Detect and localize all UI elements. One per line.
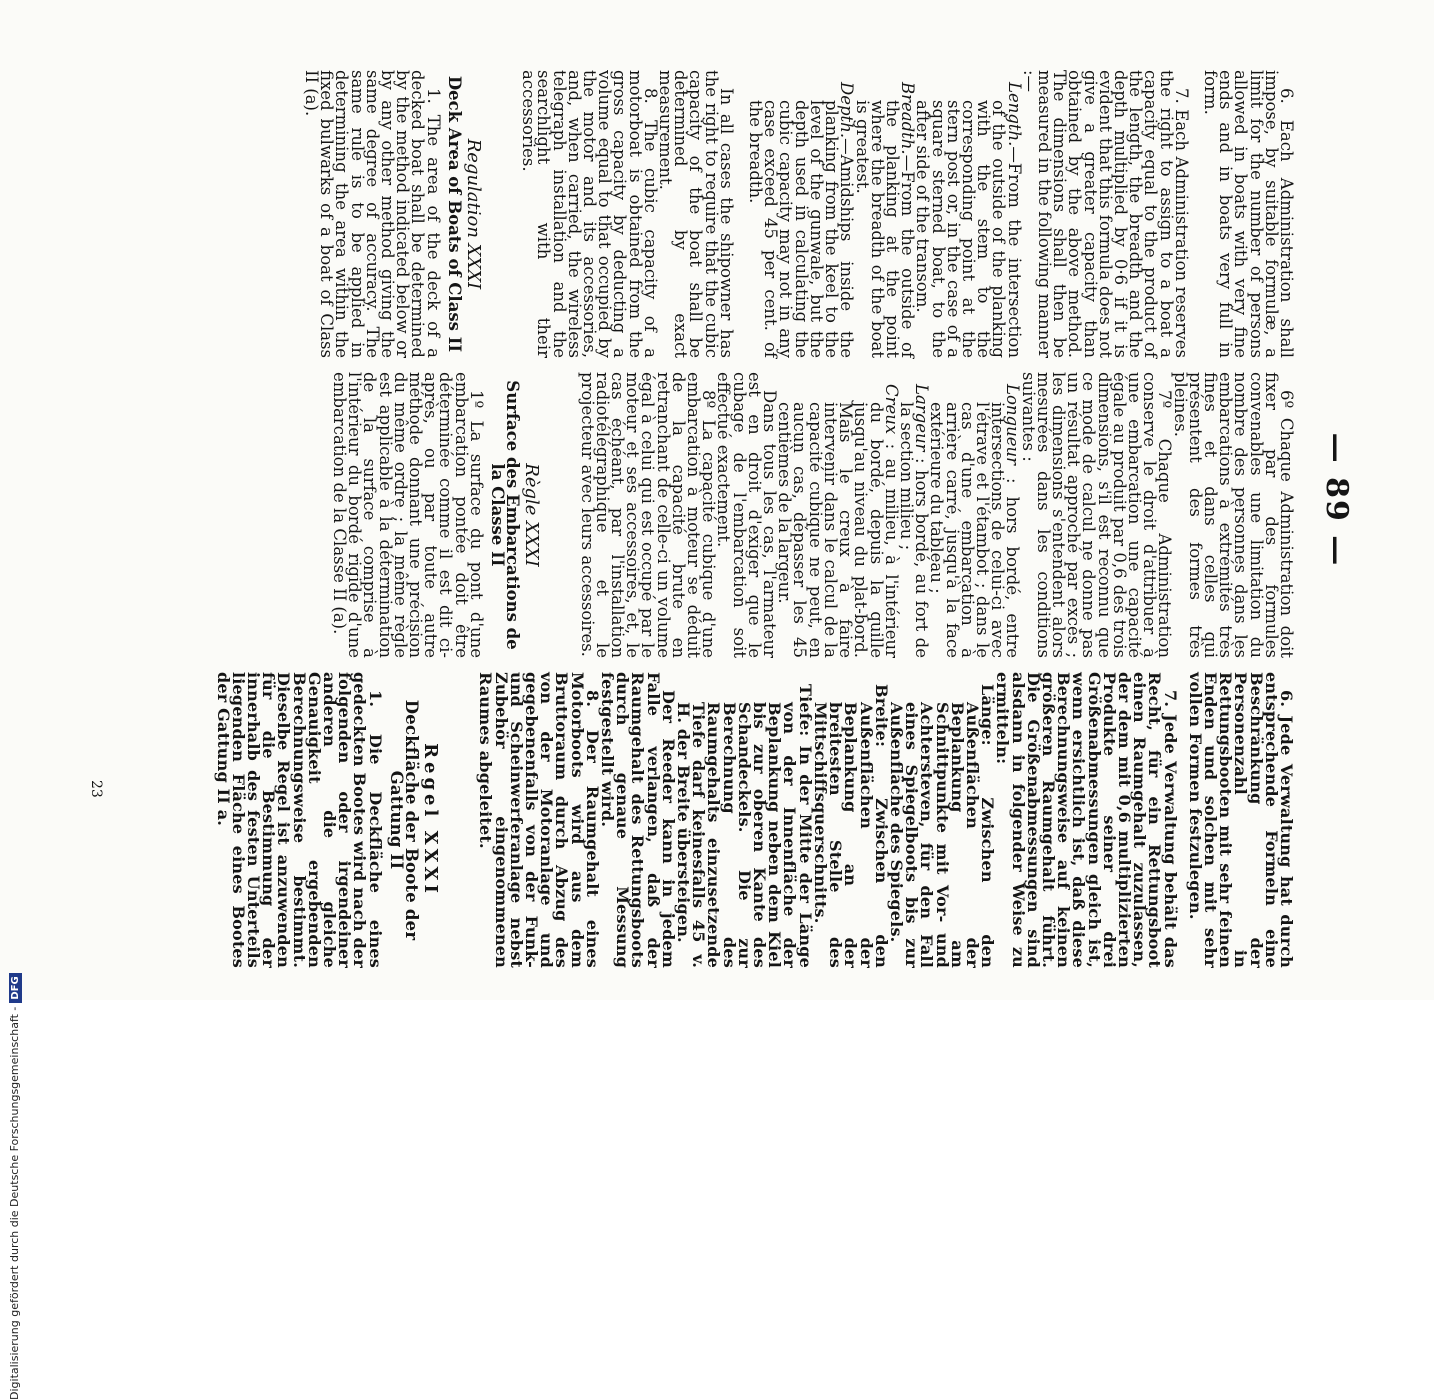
de-all-cases-paragraph: Der Reeder kann in jedem Falle verlangen, daß der Raumgehalt des Rettungsboots durch genaue Messung festgestellt wird.	[598, 672, 678, 968]
en-regulation-paragraph-1: 1. The area of the deck of a decked boat shall be determined by the method indicated below or by any other method giving the same degree of accuracy. The same rule is to be applied in determining the area within the fixed bulwarks of a boat of Class II (a).	[302, 70, 443, 358]
de-paragraph-7: 7. Jede Verwaltung behält das Recht, für ein Rettungsboot einen Raumgehalt zuzulassen, der dem mit 0,6 multiplizierten Produkte seiner drei Größenabmessungen gleich ist, wenn ersichtlich ist, daß diese Berechnungsweise auf keinen größeren Raumgehalt führt. Die Größenabmessungen sind alsdann in folgender Weise zu ermitteln:	[993, 672, 1180, 968]
de-regulation-subtitle: Deckfläche der Boote der Gattung II	[386, 699, 422, 941]
dfg-logo-icon: DFG	[9, 973, 22, 1002]
german-column	[215, 672, 1294, 968]
en-length-text: —From the intersection of the outside of the planking with the stem to the corresponding point at the stern post or, in the case of a square sterned boat, to the after side of the transom.	[913, 100, 1024, 358]
de-laenge-label: Länge:	[978, 684, 998, 746]
de-breite-text: Zwischen den Außenflächen der Beplankung an der breitesten Stelle des Mittschiffsquerschnitts.	[810, 702, 891, 968]
fr-creux-text: : au milieu, à l'intérieur du bordé, depuis la quille jusqu'au niveau du plat-bord. Mais le creux à faire intervenir dans le calcul de la capacité cubique ne peut, en aucun cas, dépasser les 45 centièmes de la largeur.	[775, 402, 901, 658]
en-regulation-subtitle: Deck Area of Boats of Class II	[444, 75, 464, 353]
en-length-definition	[913, 70, 1024, 358]
fr-regulation-subtitle: Surface des Embarcations de la Classe II	[488, 380, 523, 650]
en-depth-text: —Amidships inside the planking from the keel to the level of the gunwale, but the depth used in calculating the cubic capacity may not in any case exceed 45 per cent. of the breadth.	[746, 100, 857, 358]
french-column	[332, 372, 1294, 658]
en-length-label: Length.	[1004, 82, 1024, 147]
de-tiefe-definition	[676, 672, 813, 968]
de-laenge-text: Zwischen den Außenflächen der Beplankung am Schnittpunkte mit Vor- und Achtersteven, für den Fall eines Spiegelboots bis zur Außenfläche des Spiegels.	[886, 702, 998, 968]
de-paragraph-8: 8. Der Raumgehalt eines Motorboots wird aus dem Bruttoraum durch Abzug des von der Motoranlage und gegebenenfalls von der Funk- und Scheinwerferanlage nebst Zubehör eingenommenen Raumes abgeleitet.	[476, 672, 602, 968]
fr-creux-label: Creux	[881, 384, 901, 435]
de-paragraph-6: 6. Jede Verwaltung hat durch entsprechende Formeln eine Beschränkung der Personenzahl in Rettungsbooten mit sehr feinen Enden und solchen mit sehr vollen Formen festzulegen.	[1185, 672, 1296, 968]
credit-label: Digitalisierung gefördert durch die Deutsche Forschungsgemeinschaft -	[8, 1006, 21, 1400]
fr-creux-definition	[777, 372, 899, 658]
fr-regulation-title: Règle XXXI	[521, 463, 543, 567]
en-breadth-label: Breadth.	[898, 82, 918, 155]
en-all-cases-paragraph: In all cases the shipowner has the right to require that the cubic capacity of the boat shall be determined by exact measurement.	[656, 70, 736, 358]
en-regulation-title: Regulation XXXI	[463, 138, 485, 290]
en-paragraph-8: 8. The cubic capacity of a motorboat is obtained from the gross capacity by deducting a volume equal to that occupied by the motor and its accessories, and, when carried, the wireless telegraph installation and the searchlight with their accessories.	[519, 70, 660, 358]
en-depth-label: Depth.	[837, 82, 857, 139]
fr-longueur-definition	[927, 372, 1023, 658]
fr-all-cases-paragraph: Dans tous les cas, l'armateur est en droit d'exiger que le cubage de l'embarcation soit effectué exactement.	[714, 372, 780, 658]
en-paragraph-6: 6. Each Administration shall impose, by suitable formulæ, a limit for the number of persons allowed in boats with very fine ends and in boats very full in form.	[1200, 70, 1296, 358]
de-laenge-definition	[886, 672, 998, 968]
en-breadth-text: —From the outside of the planking at the point where the breadth of the boat is greatest.	[852, 100, 918, 358]
fr-regulation-paragraph-1: 1º La surface du pont d'une embarcation pontée doit être déterminée comme il est dit ci-après, ou par toute autre méthode donnant une précision du même ordre ; la même règle est applicable à la détermination de la surface comprise à l'intérieur du bordé rigide d'une embarcation de la Classe II (a).	[330, 372, 486, 658]
de-breite-label: Breite:	[871, 684, 891, 748]
fr-paragraph-8: 8º La capacité cubique d'une embarcation à moteur se déduit de la capacité brute en retranchant de celle-ci un volume égal à celui qui est occupé par le moteur et ses accessoires, et, le cas échéant, par l'installation radiotélégraphique et le projecteur avec leurs accessoires.	[577, 372, 719, 658]
fr-longueur-text: : hors bordé, entre intersections de celui-ci avec l'étrave et l'étambot ; dans le cas d'une embarcation à arrière carré, jusqu'à la face extérieure du tableau ;	[927, 402, 1023, 658]
fr-largeur-text: : hors bordé, au fort de la section milieu ;	[896, 402, 932, 658]
page-number-bottom: 23	[88, 780, 104, 798]
fr-largeur-definition	[896, 372, 932, 658]
fr-paragraph-7: 7º Chaque Administration conserve le droit d'attribuer à une embarcation une capacité égale au produit par 0,6 des trois dimensions, s'il est reconnu que ce mode de calcul ne donne pas un résultat approché par excès ; les dimensions s'entendent alors mesurées dans les conditions suivantes :	[1018, 372, 1175, 658]
en-depth-definition	[746, 70, 857, 358]
digitization-credit	[8, 400, 28, 1400]
de-breite-definition	[810, 672, 891, 968]
digitization-credit-text	[8, 973, 22, 1400]
de-regulation-title: Regel XXXI	[420, 743, 442, 897]
english-column	[304, 70, 1294, 358]
fr-paragraph-6: 6º Chaque Administration doit fixer par des formules convenables une limitation du nombre des personnes dans les embarcations à extrémités très fines et dans celles qui présentent des formes très pleines.	[1170, 372, 1296, 658]
en-breadth-definition	[852, 70, 918, 358]
de-regulation-paragraph-1: 1. Die Deckfläche eines gedeckten Bootes wird nach der folgenden oder irgendeiner anderen die gleiche Genauigkeit ergebenden Berechnungsweise bestimmt. Dieselbe Regel ist anzuwenden für die Bestimmung der innerhalb des festen Unterteils liegenden Fläche eines Bootes der Gattung II a.	[213, 672, 385, 968]
page-number-header: — 89 —	[1319, 432, 1354, 568]
de-tiefe-text: In der Mitte der Länge von der Innenfläche der Beplankung neben dem Kiel bis zur oberen Kante des Schandeckels. Die zur Berechnung des Raumgehalts einzusetzende Tiefe darf keinesfalls 45 v. H. der Breite übersteigen.	[674, 702, 815, 968]
de-tiefe-label: Tiefe:	[795, 684, 815, 737]
fr-longueur-label: Longueur	[1003, 384, 1023, 465]
en-paragraph-7: 7. Each Administration reserves the right to assign to a boat a capacity equal to the product of the length, the breadth and the depth multiplied by 0·6 if it is evident that this formula does not give a greater capacity than obtained by the above method. The dimensions shall then be measured in the following manner :—	[1019, 70, 1191, 358]
fr-largeur-label: Largeur	[912, 384, 932, 452]
